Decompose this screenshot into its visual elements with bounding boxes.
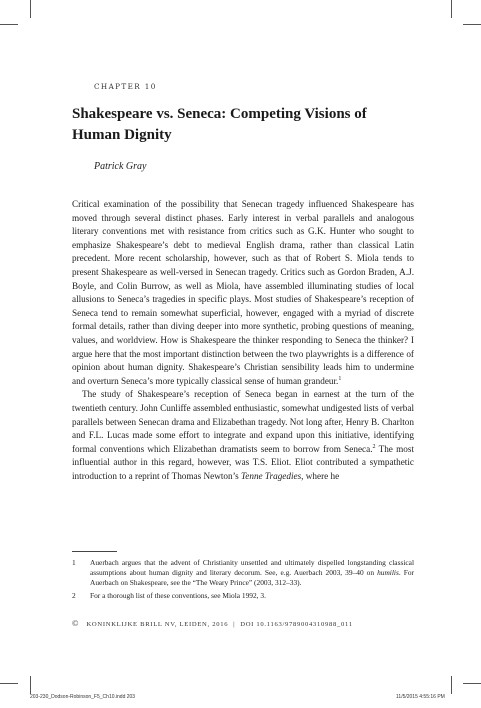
footnote-divider — [72, 551, 117, 552]
publisher: KONINKLIJKE BRILL NV, LEIDEN, 2016 — [86, 621, 229, 628]
footnote-italic: humilis — [377, 568, 399, 578]
paragraph-text: , where he — [301, 470, 340, 481]
crop-mark — [0, 24, 18, 25]
file-slug: 203-230_Dodson-Robinson_F5_Ch10.indd 203 — [30, 694, 136, 700]
footnote — [72, 591, 414, 601]
footnote-number: 2 — [72, 590, 76, 600]
footnote-text: For a thorough list of these conventions, see Miola 1992, 3. — [90, 590, 266, 600]
timestamp-slug: 11/5/2015 4:55:16 PM — [396, 694, 445, 700]
crop-mark — [451, 0, 452, 18]
copyright-icon: © — [72, 618, 79, 628]
chapter-title: Shakespeare vs. Seneca: Competing Visions of Human Dignity — [72, 106, 367, 143]
crop-mark — [30, 0, 31, 18]
paragraph — [72, 198, 414, 388]
chapter-label: CHAPTER 10 — [94, 82, 157, 91]
paragraph — [72, 388, 414, 483]
crop-mark — [451, 676, 452, 694]
separator: | — [233, 621, 236, 628]
paragraph-text: Critical examination of the possibility that Senecan tragedy influenced Shakespeare has moved through several distinct phases. Early interest in verbal parallels and analogous literary conventions met with resistance from critics such as G.K. Hunter who sought to emphasize Shakespeare’s debt to medieval English drama, rather than classical Latin precedent. More recent scholarship, however, such as that of Robert S. Miola tends to present Shakespeare as well-versed in Senecan tragedy. Critics such as Gordon Braden, A.J. Boyle, and Colin Burrow, as well as Miola, have assembled illuminating studies of local allusions to Seneca’s tragedies in specific plays. Most studies of Shakespeare’s reception of Seneca tend to remain somewhat superficial, however, engaged with a myriad of discrete formal details, rather than diving deeper into more synthetic, probing questions of meaning, values, and worldview. How is Shakespeare the thinker responding to Seneca the thinker? I argue here that the most important distinction between the two playwrights is a difference of opinion about human dignity. Shakespeare’s Christian sensibility leads him to undermine and overturn Seneca’s more typically classical sense of human grandeur. — [72, 199, 414, 386]
paragraph-text: The study of Shakespeare’s reception of Seneca began in earnest at the turn of the twentieth century. John Cunliffe assembled enthusiastic, somewhat undigested lists of verbal parallels between Senecan drama and Elizabethan tragedy. Not long after, Henry B. Charlton and F.L. Lucas made some effort to integrate and expand upon this initiative, identifying formal conventions which Elizabethan dramatists seem to borrow from Seneca. — [72, 389, 414, 454]
crop-mark — [463, 24, 481, 25]
doi[interactable]: DOI 10.1163/9789004310988_011 — [240, 621, 353, 628]
footnote-ref[interactable]: 1 — [338, 375, 342, 382]
paragraph-text: The most influential author in this regard, however, was T.S. Eliot. Eliot contributed a sympathetic introduction to a reprint of Thomas Newton’s — [72, 443, 414, 481]
footnote-ref[interactable]: 2 — [372, 443, 376, 450]
footnote-text: . For Auerbach on Shakespeare, see the “The Weary Prince” (2003, 312–33). — [90, 568, 414, 588]
footnote-number: 1 — [72, 558, 76, 567]
copyright-line — [72, 618, 432, 628]
footnote-text: Auerbach argues that the advent of Christianity unsettled and ultimately dispelled longstanding classical assumptions about human dignity and literary decorum. See, e.g. Auerbach 2003, 39–40 on — [90, 558, 414, 578]
crop-mark — [463, 683, 481, 684]
author-name: Patrick Gray — [94, 161, 147, 172]
book-title: Tenne Tragedies — [241, 470, 302, 481]
crop-mark — [0, 683, 18, 684]
crop-mark — [30, 676, 31, 694]
footnotes — [72, 558, 414, 603]
body-text — [72, 198, 414, 483]
footnote — [72, 558, 414, 589]
